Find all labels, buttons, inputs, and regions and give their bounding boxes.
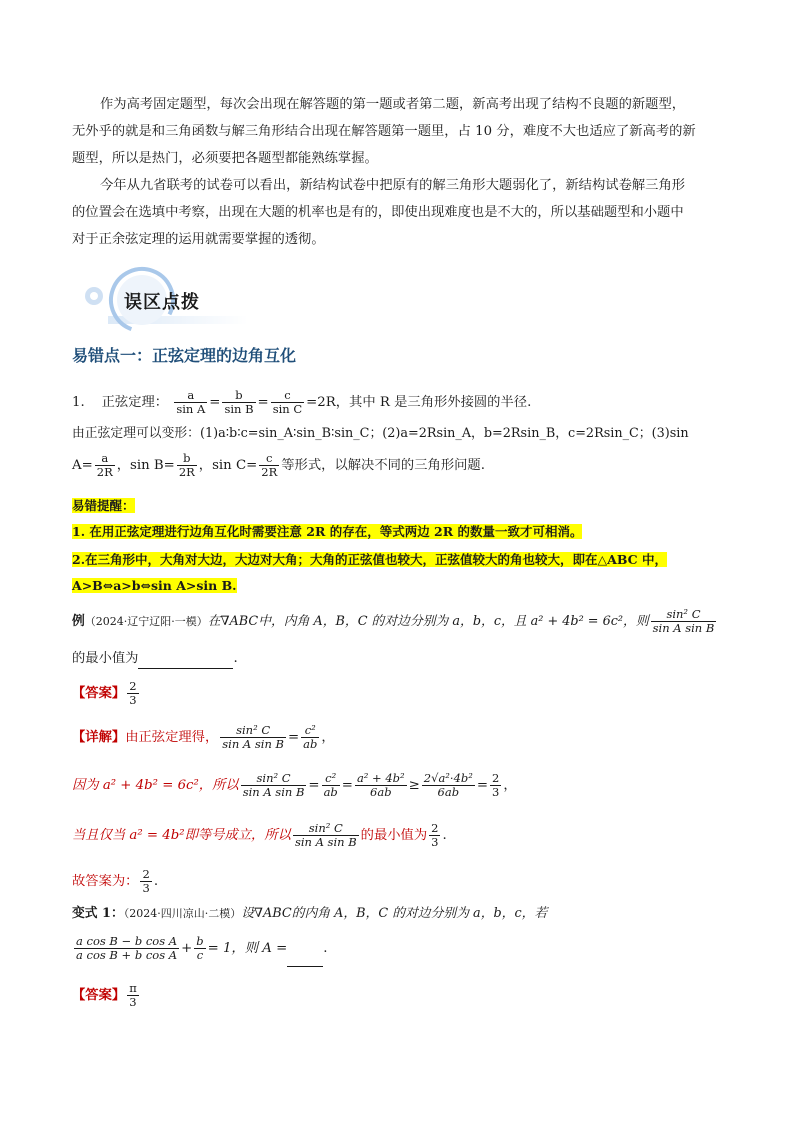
variant-source: （2024·四川凉山·二模） bbox=[123, 907, 242, 920]
detail-eq-1: = bbox=[287, 730, 300, 745]
section-title: 误区点拨 bbox=[124, 292, 200, 313]
variant-1-line-2: $\frac{\text{a cos B − b cos A}}{\text{a cos B + b cos A}}$ + $\frac{b}{c}$ = 1，则 A = . bbox=[72, 930, 327, 967]
detail-3-fraction-1: $\frac{\text{sin² C}}{\text{sin A sin B}}$ bbox=[294, 821, 357, 849]
reminder-label-row bbox=[72, 496, 135, 517]
reminder-item-2-row-2 bbox=[72, 576, 237, 597]
detail-2-fraction-2: $\frac{\text{c²}}{ab}$ bbox=[323, 771, 338, 799]
detail-2-fraction-3: $\frac{\text{a² + 4b²}}{6ab}$ bbox=[356, 771, 405, 799]
variant-answer-blank bbox=[287, 930, 323, 967]
theorem-number: 1. bbox=[72, 395, 85, 410]
detail-3-fraction-2: $\frac{2}{3}$ bbox=[431, 821, 439, 849]
variant-fraction-2: $\frac{b}{c}$ bbox=[196, 934, 204, 962]
fraction-a-over-sinA: $\frac{a}{\text{sin A}}$ bbox=[176, 388, 206, 416]
reminder-item-1: 1. 在用正弦定理进行边角互化时需要注意 2R 的存在，等式两边 2R 的数量一致才可相消。 bbox=[72, 524, 583, 539]
conclusion-fraction: $\frac{2}{3}$ bbox=[142, 867, 150, 895]
variant-answer-label: 【答案】 bbox=[72, 988, 126, 1003]
answer-label: 【答案】 bbox=[72, 686, 126, 701]
example-min-text: 的最小值为 bbox=[72, 651, 139, 666]
variant-fraction-1: $\frac{\text{a cos B − b cos A}}{\text{a cos B + b cos A}}$ bbox=[76, 934, 178, 962]
fraction-a-over-2R: $\frac{a}{2R}$ bbox=[96, 451, 113, 479]
intro-paragraph-2-line-3: 对于正余弦定理的运用就需要掌握的透彻。 bbox=[72, 232, 325, 247]
example-label: 例 bbox=[72, 614, 85, 629]
fraction-b-over-sinB: $\frac{b}{\text{sin B}}$ bbox=[224, 388, 254, 416]
answer-fraction: $\frac{2}{3}$ bbox=[129, 679, 137, 707]
detail-fraction-2: $\frac{\text{c²}}{ab}$ bbox=[303, 723, 318, 751]
detail-fraction-1: $\frac{\text{sin² C}}{\text{sin A sin B}}$ bbox=[222, 723, 284, 751]
detail-text-2: 因为 a² + 4b² = 6c²，所以 bbox=[72, 778, 239, 793]
example-answer-row bbox=[72, 676, 141, 712]
reminder-item-1-row bbox=[72, 522, 582, 543]
detail-text-3: 当且仅当 a² = 4b²即等号成立，所以 bbox=[72, 828, 291, 843]
example-source: （2024·辽宁辽阳·一模） bbox=[84, 615, 208, 628]
detail-comma-1: ， bbox=[321, 730, 335, 745]
example-question-line-2: 的最小值为 . bbox=[72, 648, 238, 669]
intro-paragraph-1-line-2: 无外乎的就是和三角函数与解三角形结合出现在解答题第一题里，占 10 分，难度不大也适应了新高考的新 bbox=[72, 124, 696, 139]
detail-line-3: 当且仅当 a² = 4b²即等号成立，所以 $\frac{\text{sin² C}}{\text{sin A sin B}}$ 的最小值为 $\frac{2}{3}$ . bbox=[72, 821, 447, 849]
theorem-tail: =2R，其中 R 是三角形外接圆的半径. bbox=[306, 395, 532, 410]
example-text: 在∇ABC中，内角 A，B，C 的对边分别为 a，b，c，且 a² + 4b² = 6c²，则 bbox=[207, 614, 649, 629]
variant-answer-fraction: $\frac{\pi}{3}$ bbox=[129, 981, 137, 1009]
theorem-variants-line: 由正弦定理可以变形：(1)a∶b∶c=sin_A∶sin_B∶sin_C；(2)a=2Rsin_A，b=2Rsin_B，c=2Rsin_C；(3)sin bbox=[72, 426, 689, 441]
intro-paragraph-1-line-1: 作为高考固定题型，每次会出现在解答题的第一题或者第二题，新高考出现了结构不良题的新题型， bbox=[100, 97, 686, 112]
detail-text-1: 由正弦定理得， bbox=[125, 730, 219, 745]
text-sinC-eq: ，sin C= bbox=[198, 458, 258, 473]
detail-label: 【详解】 bbox=[72, 730, 126, 745]
sine-theorem-line: 1. 正弦定理： $\frac{a}{\text{sin A}}$ = $\frac{b}{\text{sin B}}$ = $\frac{c}{\text{sin C}}$ =2R，其中 R 是三角形外接圆的半径. bbox=[72, 388, 532, 416]
example-question-line-1 bbox=[72, 606, 718, 638]
detail-2-fraction-1: $\frac{\text{sin² C}}{\text{sin A sin B}}$ bbox=[242, 771, 305, 799]
reminder-label: 易错提醒： bbox=[72, 498, 135, 513]
variant-answer-row bbox=[72, 978, 141, 1014]
reminder-item-2-line-2: A>B⇔a>b⇔sin A>sin B. bbox=[72, 578, 237, 593]
section-header bbox=[80, 266, 250, 336]
fraction-c-over-2R: $\frac{c}{2R}$ bbox=[261, 451, 278, 479]
variant-eq-tail: = 1，则 A = bbox=[207, 941, 288, 956]
theorem-variants-line-3 bbox=[72, 450, 485, 482]
detail-2-fraction-4: $\frac{\text{2√a²·4b²}}{6ab}$ bbox=[423, 771, 473, 799]
reminder-item-2-line-1: 2.在三角形中，大角对大边，大边对大角；大角的正弦值也较大，正弦值较大的角也较大，即在△ABC 中， bbox=[72, 552, 667, 567]
answer-blank bbox=[138, 648, 233, 669]
intro-paragraph-2-line-2: 的位置会在选填中考察，出现在大题的机率也是有的，即使出现难度也是不大的，所以基础题型和小题中 bbox=[72, 205, 684, 220]
text-sinB-eq: ，sin B= bbox=[116, 458, 175, 473]
variant-label: 变式 1： bbox=[72, 906, 124, 921]
fraction-c-over-sinC: $\frac{c}{\text{sin C}}$ bbox=[272, 388, 303, 416]
error-point-title: 易错点一：正弦定理的边角互化 bbox=[72, 346, 297, 365]
conclusion-text: 故答案为： bbox=[72, 874, 139, 889]
detail-line-1 bbox=[72, 720, 335, 756]
variant-1-line-1 bbox=[72, 904, 547, 924]
detail-line-2: 因为 a² + 4b² = 6c²，所以 $\frac{\text{sin² C}}{\text{sin A sin B}}$ = $\frac{\text{c²}}{ab}$ = $\frac{\text{a² + 4b²}}{6ab}$ ≥ $\frac{\text{2√a²·4b²}}{6ab}$ = $\frac{2}{3}$ ， bbox=[72, 771, 517, 799]
reminder-item-2-row bbox=[72, 550, 667, 571]
conclusion-line: 故答案为： $\frac{2}{3}$ . bbox=[72, 867, 159, 895]
theorem-label: 正弦定理： bbox=[101, 395, 169, 410]
intro-paragraph-1-line-3: 题型，所以是热门，必须要把各题型都能熟练掌握。 bbox=[72, 151, 378, 166]
text-forms-tail: 等形式，以解决不同的三角形问题. bbox=[281, 458, 485, 473]
variant-text: 设∇ABC的内角 A，B，C 的对边分别为 a，b，c，若 bbox=[241, 906, 548, 921]
example-fraction: $\frac{\text{sin² C}}{\text{sin A sin B}}$ bbox=[652, 607, 715, 635]
detail-2-fraction-5: $\frac{2}{3}$ bbox=[492, 771, 500, 799]
detail-text-3-mid: 的最小值为 bbox=[360, 828, 428, 843]
text-sinA-eq: A= bbox=[72, 458, 93, 473]
fraction-b-over-2R: $\frac{b}{2R}$ bbox=[178, 451, 195, 479]
intro-paragraph-2-line-1: 今年从九省联考的试卷可以看出，新结构试卷中把原有的解三角形大题弱化了，新结构试卷解三角形 bbox=[100, 178, 686, 193]
